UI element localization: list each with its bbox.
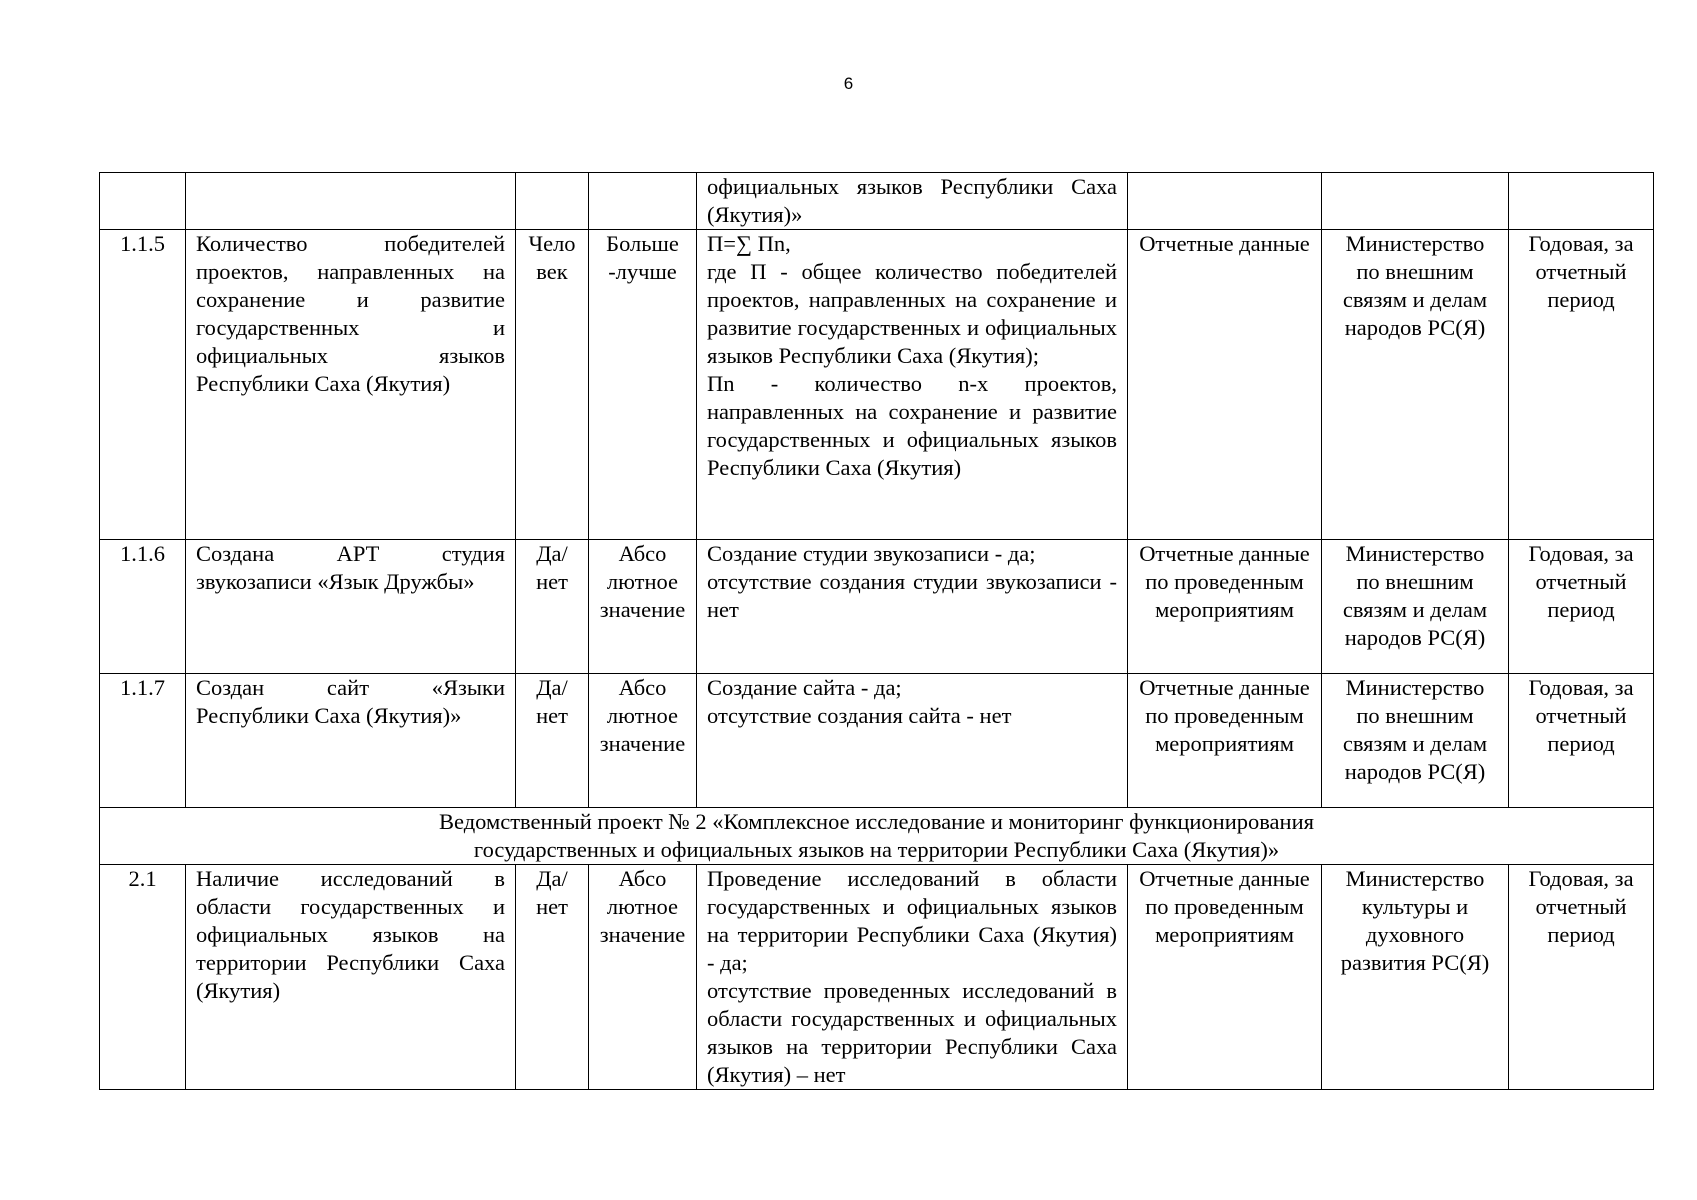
source-cell: Отчетные данные по проведенным мероприятиям — [1128, 674, 1322, 808]
table-row — [100, 674, 1654, 808]
indicator-name: Количество победителей проектов, направленных на сохранение и развитие государственных и официальных языков Республики Саха (Якутия) — [186, 230, 516, 540]
method-line: Создание студии звукозаписи - да; — [707, 541, 1036, 566]
unit-cell: Да/нет — [516, 674, 589, 808]
method-cell: официальных языков Республики Саха (Якутия)» — [697, 173, 1128, 230]
row-number: 2.1 — [100, 865, 186, 1090]
method-line: Проведение исследований в области государственных и официальных языков на территории Республики Саха (Якутия) - да; — [707, 866, 1117, 975]
responsible-cell: Министерство по внешним связям и делам народов РС(Я) — [1322, 230, 1509, 540]
frequency-cell: Годовая, за отчетный период — [1509, 865, 1654, 1090]
frequency-cell: Годовая, за отчетный период — [1509, 540, 1654, 674]
method-line: где П - общее количество победителей проектов, направленных на сохранение и развитие государственных и официальных языков Республики Саха (Якутия); — [707, 259, 1117, 368]
row-number — [100, 173, 186, 230]
frequency-cell: Годовая, за отчетный период — [1509, 674, 1654, 808]
method-cell — [697, 674, 1128, 808]
direction-cell — [589, 173, 697, 230]
method-cell — [697, 865, 1128, 1090]
responsible-cell — [1322, 173, 1509, 230]
row-number: 1.1.6 — [100, 540, 186, 674]
method-line: отсутствие проведенных исследований в области государственных и официальных языков на территории Республики Саха (Якутия) – нет — [707, 978, 1117, 1087]
direction-cell: Абсо лютное значение — [589, 865, 697, 1090]
indicator-name: Наличие исследований в области государственных и официальных языков на территории Республики Саха (Якутия) — [186, 865, 516, 1090]
method-cell — [697, 230, 1128, 540]
table-row — [100, 230, 1654, 540]
source-cell: Отчетные данные по проведенным мероприятиям — [1128, 865, 1322, 1090]
direction-cell: Абсо лютное значение — [589, 540, 697, 674]
table-row — [100, 865, 1654, 1090]
unit-cell: Чело век — [516, 230, 589, 540]
section-heading — [100, 808, 1654, 865]
indicator-name: Создана АРТ студия звукозаписи «Язык Дружбы» — [186, 540, 516, 674]
method-line: отсутствие создания сайта - нет — [707, 703, 1012, 728]
method-line: Пn - количество n-х проектов, направленных на сохранение и развитие государственных и официальных языков Республики Саха (Якутия) — [707, 371, 1117, 480]
direction-cell: Абсо лютное значение — [589, 674, 697, 808]
table-row — [100, 540, 1654, 674]
source-cell: Отчетные данные — [1128, 230, 1322, 540]
method-line: Создание сайта - да; — [707, 675, 902, 700]
direction-cell: Больше -лучше — [589, 230, 697, 540]
row-number: 1.1.5 — [100, 230, 186, 540]
frequency-cell: Годовая, за отчетный период — [1509, 230, 1654, 540]
responsible-cell: Министерство культуры и духовного развития РС(Я) — [1322, 865, 1509, 1090]
unit-cell: Да/нет — [516, 865, 589, 1090]
method-cell — [697, 540, 1128, 674]
indicator-name: Создан сайт «Языки Республики Саха (Якутия)» — [186, 674, 516, 808]
row-number: 1.1.7 — [100, 674, 186, 808]
responsible-cell: Министерство по внешним связям и делам народов РС(Я) — [1322, 674, 1509, 808]
table-row — [100, 173, 1654, 230]
unit-cell: Да/нет — [516, 540, 589, 674]
source-cell: Отчетные данные по проведенным мероприятиям — [1128, 540, 1322, 674]
source-cell — [1128, 173, 1322, 230]
page-number: 6 — [843, 74, 854, 93]
section-heading-row — [100, 808, 1654, 865]
frequency-cell — [1509, 173, 1654, 230]
unit-cell — [516, 173, 589, 230]
responsible-cell: Министерство по внешним связям и делам народов РС(Я) — [1322, 540, 1509, 674]
indicator-name — [186, 173, 516, 230]
indicators-table — [99, 172, 1654, 1090]
formula: П=∑ Пn, — [707, 231, 791, 256]
section-heading-line: Ведомственный проект № 2 «Комплексное исследование и мониторинг функционирования — [439, 809, 1314, 834]
method-line: отсутствие создания студии звукозаписи - нет — [707, 569, 1117, 622]
section-heading-line: государственных и официальных языков на территории Республики Саха (Якутия)» — [473, 837, 1280, 862]
